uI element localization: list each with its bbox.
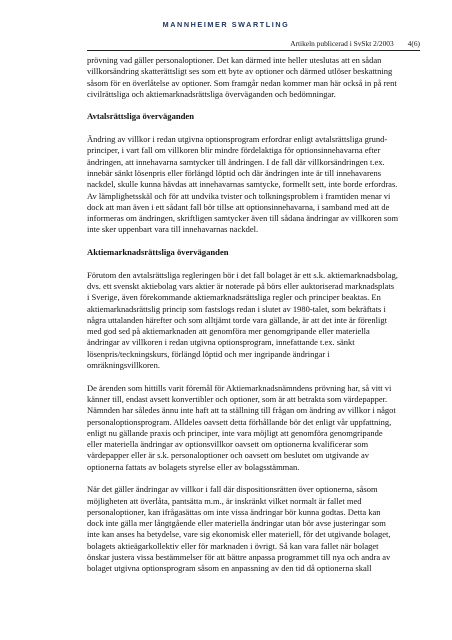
text-line: Av lämplighetsskäl och för att undvika tvister och tolkningsproblem i framtiden menar vi	[87, 190, 391, 201]
text-line: omräkningsvillkoren.	[87, 360, 160, 371]
text-line: känner till, endast avsett konvertibler och optioner, som är att betrakta som värdepapper.	[87, 393, 388, 404]
paragraph-gap	[87, 473, 420, 484]
text-line: civilrättsliga och aktiemarknadsrättsliga överväganden och bedömningar.	[87, 88, 336, 99]
paragraph-gap	[87, 371, 420, 382]
text-line: nackdel, skulle kunna hävdas att innehavarnas samtycke, formellt sett, inte borde erfordras.	[87, 179, 398, 190]
paragraph-gap	[87, 123, 420, 134]
text-line: Ändring av villkor i redan utgivna optionsprogram erfordrar enligt avtalsrättsliga grund-	[87, 134, 388, 145]
paragraph	[87, 383, 420, 473]
text-line: enligt nu gällande praxis och principer, inte vara möjligt att genomföra genomgripande	[87, 427, 383, 438]
text-line: dock inte gälla mer långtgående eller materiella ändringar utan bör avse justeringar som	[87, 518, 386, 529]
firm-name: MANNHEIMER SWARTLING	[162, 20, 290, 29]
text-line: De ärenden som hittills varit föremål för Aktiemarknadsnämndens prövning har, så vitt vi	[87, 382, 392, 393]
page-number: 4(6)	[407, 39, 420, 48]
text-line: eller materiella ändringar av optionsvillkor oavsett om optionerna kvalificerar som	[87, 439, 369, 450]
text-line: i Sverige, även förekommande aktiemarknadsrättsliga regler och principer beaktas. En	[87, 292, 381, 303]
paragraph-gap	[87, 236, 420, 247]
text-line: principer, i vart fall om villkoren blir mindre fördelaktiga för optionsinnehavarna efter	[87, 145, 381, 156]
text-line: inte kan anses ha betydelse, vare sig ekonomisk eller materiell, för det utgivande bolaget,	[87, 529, 391, 540]
text-line: optionerna fattats av bolagets styrelse eller av bolagsstämman.	[87, 461, 300, 472]
text-line: värdepapper eller är s.k. personaloptioner och oavsett om beslutet om utgivande av	[87, 450, 370, 461]
text-line: bolaget utgivna optionsprogram såsom en anpassning av den tid då optionerna skall	[87, 563, 372, 574]
text-line: möjligheten att överlåta, pantsätta m.m., är inskränkt vilket normalt är fallet med	[87, 495, 362, 506]
text-line: personaloptionsprogram. Alldeles oavsett detta förhållande bör det enligt vår uppfattning,	[87, 416, 392, 427]
text-line: några uttalanden härefter och som alltjämt torde vara gällande, är att det inte är förenligt	[87, 314, 387, 325]
article-body	[87, 55, 420, 575]
paragraph	[87, 484, 420, 574]
text-line: ändringar av villkoren i redan utgivna optionsprogram, innefattande t.ex. sänkt	[87, 337, 355, 348]
text-line: personaloptioner, kan ifrågasättas om inte vissa ändringar bör kunna godtas. Detta kan	[87, 506, 381, 517]
paragraph-gap	[87, 258, 420, 269]
paragraph	[87, 134, 420, 236]
paragraph	[87, 270, 420, 372]
text-line: inte sker uppenbart vara till innehavarnas nackdel.	[87, 224, 259, 235]
text-line: prövning vad gäller personaloptioner. Det kan därmed inte heller uteslutas att en sådan	[87, 55, 382, 65]
text-line: lösenpris/teckningskurs, förlängd löptid och mer ingripande ändringar i	[87, 348, 330, 359]
publication-note: Artikeln publicerad i SvSkt 2/2003	[290, 39, 394, 48]
text-line: innebär sänkt lösenpris eller förlängd löptid och där ändringen inte är till innehavarens	[87, 167, 382, 178]
running-header	[87, 39, 420, 48]
section-heading: Avtalsrättsliga överväganden	[87, 111, 195, 122]
text-line: villkorsändring skatterättsligt ses som ett byte av optioner och därmed utlöser beskattning	[87, 66, 393, 77]
text-line: bolagets aktieägarkollektiv eller för marknaden i övrigt. Så kan vara fallet när bolaget	[87, 540, 379, 551]
text-line: ändringen, att innehavarna samtycker till ändringen. I de fall där villkorsändringen t.ex.	[87, 156, 385, 167]
text-line: dock att man även i ett sådant fall bör tillse att optionsinnehavarna, i samband med att de	[87, 201, 390, 212]
text-line: dvs. ett svenskt aktiebolag vars aktier är noterade på börs eller auktoriserad marknadsplats	[87, 280, 395, 291]
text-line: med god sed på aktiemarknaden att genomföra mer genomgripande eller materiella	[87, 326, 370, 337]
text-line: såsom för en överlåtelse av optioner. Som framgår nedan kommer man här också in på rent	[87, 77, 397, 88]
text-line: önskar justera vissa bestämmelser för att bättre anpassa programmet till nya och andra av	[87, 552, 391, 563]
text-line: När det gäller ändringar av villkor i fall där dispositionsrätten över optionerna, såsom	[87, 484, 378, 495]
paragraph	[87, 55, 420, 100]
text-line: Nämnden har således ännu inte haft att ta ställning till frågan om ändring av villkor i något	[87, 405, 396, 416]
text-line: informeras om ändringen, skriftligen samtycker även till sådana ändringar av villkoren som	[87, 213, 399, 224]
section-heading: Aktiemarknadsrättsliga överväganden	[87, 247, 229, 258]
text-line: aktiemarknadsrättslig princip som fastslogs redan i slutet av 1980-talet, som bekräftats i	[87, 303, 386, 314]
paragraph-gap	[87, 100, 420, 111]
text-line: Förutom den avtalsrättsliga regleringen bör i det fall bolaget är ett s.k. aktiemarknadsbolag,	[87, 269, 398, 280]
header-rule	[87, 50, 420, 51]
